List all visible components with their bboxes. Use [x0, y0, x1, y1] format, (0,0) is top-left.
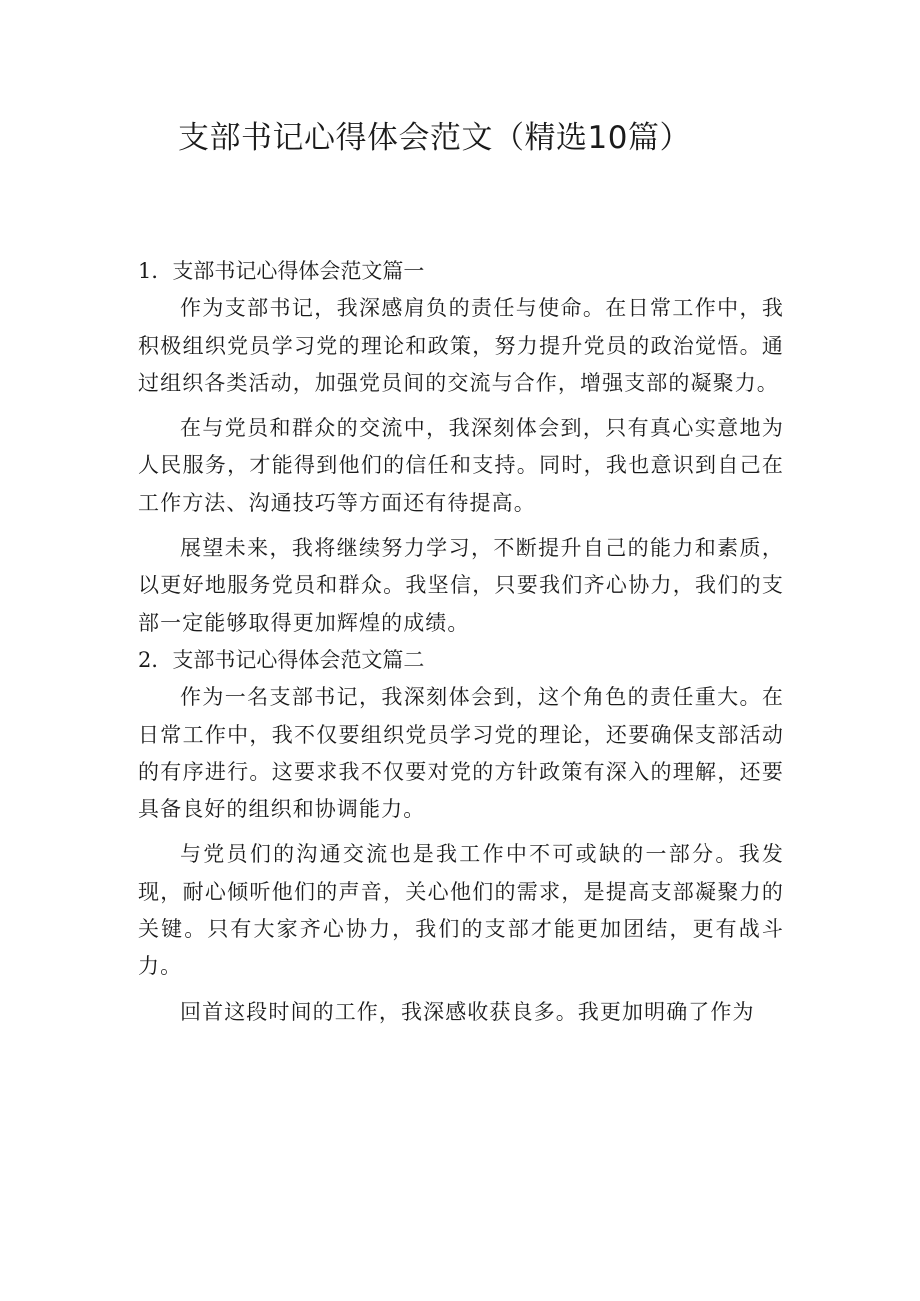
paragraph: 作为支部书记，我深感肩负的责任与使命。在日常工作中，我积极组织党员学习党的理论和政策，努力提升党员的政治觉悟。通过组织各类活动，加强党员间的交流与合作，增强支部的凝聚力。 — [138, 296, 784, 395]
section-2 — [138, 642, 784, 1031]
paragraph: 作为一名支部书记，我深刻体会到，这个角色的责任重大。在日常工作中，我不仅要组织党员学习党的理论，还要确保支部活动的有序进行。这要求我不仅要对党的方针政策有深入的理解，还要具备良好的组织和协调能力。 — [138, 685, 784, 822]
paragraph: 在与党员和群众的交流中，我深刻体会到，只有真心实意地为人民服务，才能得到他们的信任和支持。同时，我也意识到自己在工作方法、沟通技巧等方面还有待提高。 — [138, 416, 784, 515]
section-1 — [138, 253, 784, 642]
paragraph: 展望未来，我将继续努力学习，不断提升自己的能力和素质，以更好地服务党员和群众。我坚信，只要我们齐心协力，我们的支部一定能够取得更加辉煌的成绩。 — [138, 536, 784, 635]
paragraph: 回首这段时间的工作，我深感收获良多。我更加明确了作为 — [180, 999, 755, 1024]
section-heading: 1．支部书记心得体会范文篇一 — [138, 259, 425, 283]
document-body — [138, 253, 784, 1039]
paragraph: 与党员们的沟通交流也是我工作中不可或缺的一部分。我发现，耐心倾听他们的声音，关心他们的需求，是提高支部凝聚力的关键。只有大家齐心协力，我们的支部才能更加团结，更有战斗力。 — [138, 842, 784, 979]
section-heading: 2．支部书记心得体会范文篇二 — [138, 647, 425, 672]
document-title: 支部书记心得体会范文（精选10篇） — [178, 120, 691, 156]
